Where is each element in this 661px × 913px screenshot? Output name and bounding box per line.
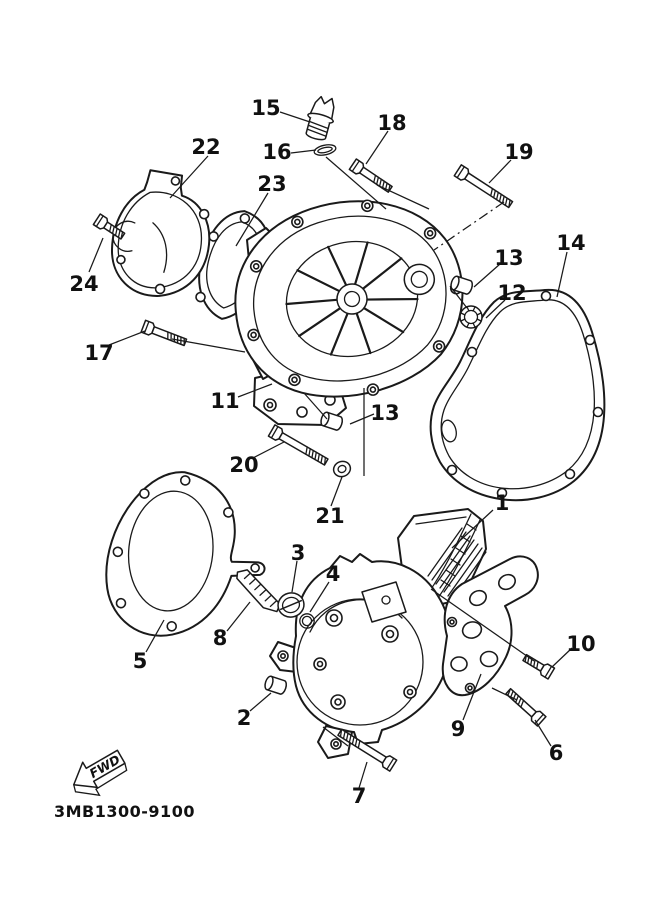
leader-16 [291, 150, 316, 153]
leader-8 [227, 602, 250, 631]
collar-2 [264, 675, 288, 695]
leader-2 [250, 693, 271, 711]
callout-13-lower: 13 [370, 401, 400, 425]
bolt-6 [504, 687, 546, 726]
callout-7: 7 [351, 784, 367, 808]
washer-21 [331, 459, 352, 479]
callout-9: 9 [450, 717, 466, 741]
callout-21: 21 [315, 504, 345, 528]
callout-4: 4 [325, 562, 341, 586]
callout-15: 15 [251, 96, 281, 120]
callout-2: 2 [236, 706, 252, 730]
leader-24 [89, 238, 103, 272]
bolt-20 [268, 425, 329, 468]
callout-14: 14 [556, 231, 586, 255]
blind-plug-12 [460, 306, 482, 328]
callout-11: 11 [210, 389, 240, 413]
callout-5: 5 [132, 649, 148, 673]
callout-20: 20 [229, 453, 259, 477]
callout-18: 18 [377, 111, 407, 135]
callout-3: 3 [290, 541, 306, 565]
leader-18 [366, 131, 388, 164]
callout-24: 24 [69, 272, 99, 296]
leader-15 [280, 112, 310, 122]
bolt-17 [141, 320, 188, 348]
leader-21 [331, 477, 342, 506]
stator-cover [270, 554, 451, 758]
callout-22: 22 [191, 135, 221, 159]
leader-3 [292, 561, 297, 592]
leader-17 [109, 331, 145, 345]
o-ring-16 [313, 143, 337, 157]
part-code: 3MB1300-9100 [54, 802, 195, 821]
fwd-arrow [65, 744, 133, 805]
callout-8: 8 [212, 626, 228, 650]
bolt-19 [454, 165, 514, 210]
oil-filler-plug-15 [303, 94, 339, 142]
callout-6: 6 [548, 741, 564, 765]
callout-16: 16 [262, 140, 292, 164]
callout-10: 10 [566, 632, 596, 656]
callout-1: 1 [494, 491, 510, 515]
callout-17: 17 [84, 341, 114, 365]
callout-19: 19 [504, 140, 534, 164]
leader-14 [557, 252, 567, 297]
fwd-label: FWD [86, 751, 123, 781]
callout-23: 23 [257, 172, 287, 196]
callout-13-upper: 13 [494, 246, 524, 270]
stator-gasket-5 [96, 462, 279, 653]
callout-12: 12 [497, 281, 527, 305]
